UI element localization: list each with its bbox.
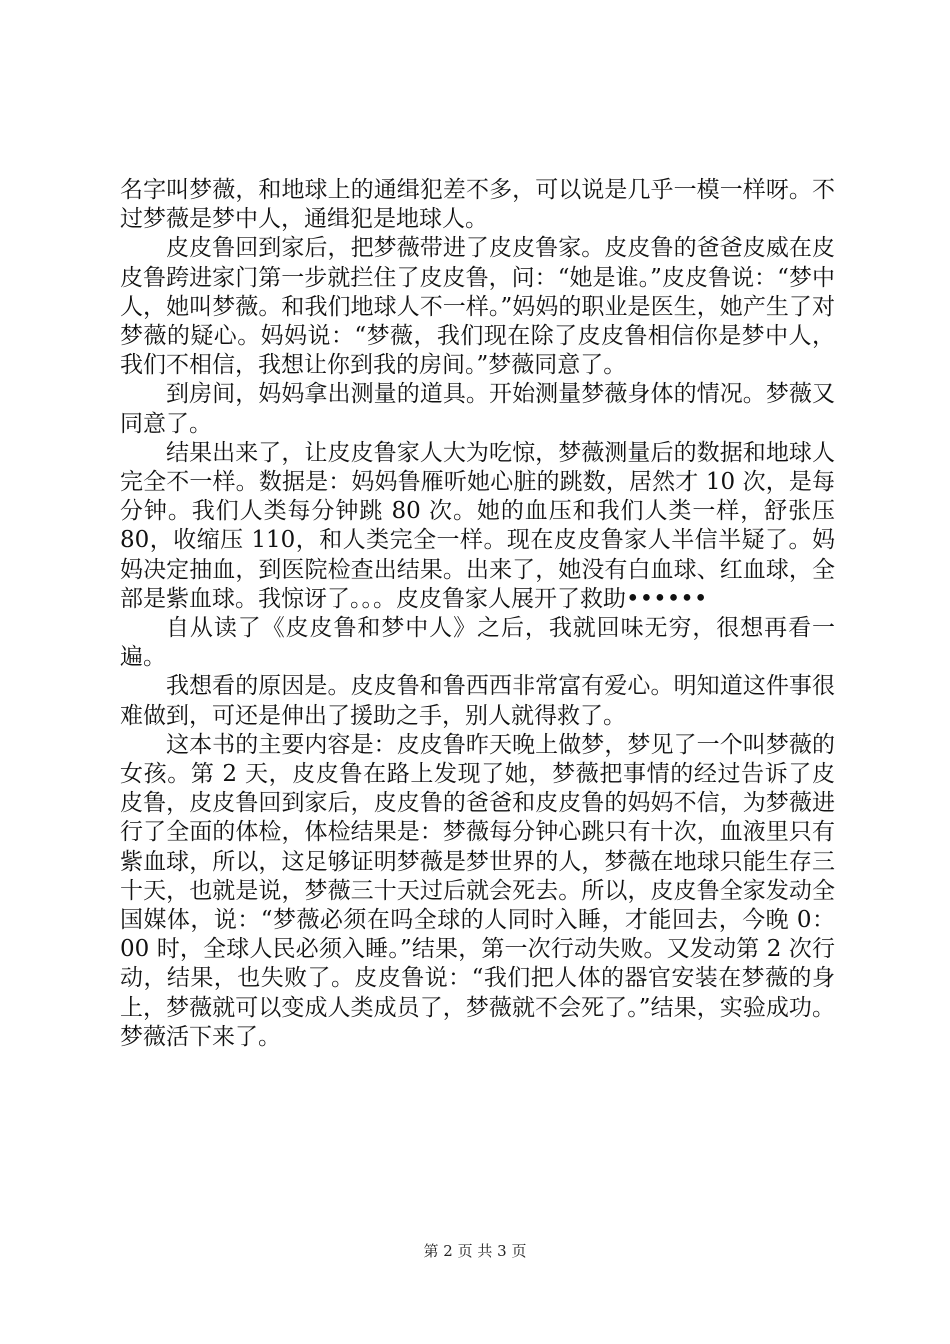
paragraph-6: 我想看的原因是。皮皮鲁和鲁西西非常富有爱心。明知道这件事很难做到，可还是伸出了援助之手，别人就得救了。 (120, 673, 835, 729)
paragraph-7: 这本书的主要内容是：皮皮鲁昨天晚上做梦，梦见了一个叫梦薇的女孩。第 2 天，皮皮鲁在路上发现了她，梦薇把事情的经过告诉了皮皮鲁，皮皮鲁回到家后，皮皮鲁的爸爸和皮皮鲁的妈妈不信，为梦薇进行了全面的体检，体检结果是：梦薇每分钟心跳只有十次，血液里只有紫血球，所以，这足够证明梦薇是梦世界的人，梦薇在地球只能生存三十天，也就是说，梦薇三十天过后就会死去。所以，皮皮鲁全家发动全国媒体，说：“梦薇必须在吗全球的人同时入睡，才能回去，今晚 0：00 时，全球人民必须入睡。”结果，第一次行动失败。又发动第 2 次行动，结果，也失败了。皮皮鲁说：“我们把人体的器官安装在梦薇的身上，梦薇就可以变成人类成员了，梦薇就不会死了。”结果，实验成功。梦薇活下来了。 (120, 731, 835, 1050)
document-body (120, 176, 835, 1052)
paragraph-1: 名字叫梦薇，和地球上的通缉犯差不多，可以说是几乎一模一样呀。不过梦薇是梦中人，通缉犯是地球人。 (120, 177, 835, 233)
paragraph-5: 自从读了《皮皮鲁和梦中人》之后，我就回味无穷，很想再看一遍。 (120, 615, 835, 671)
paragraph-2: 皮皮鲁回到家后，把梦薇带进了皮皮鲁家。皮皮鲁的爸爸皮威在皮皮鲁跨进家门第一步就拦住了皮皮鲁，问：“她是谁。”皮皮鲁说：“梦中人，她叫梦薇。和我们地球人不一样。”妈妈的职业是医生，她产生了对梦薇的疑心。妈妈说：“梦薇，我们现在除了皮皮鲁相信你是梦中人，我们不相信，我想让你到我的房间。”梦薇同意了。 (120, 235, 835, 379)
page-number-footer: 第 2 页 共 3 页 (423, 1242, 527, 1260)
paragraph-3: 到房间，妈妈拿出测量的道具。开始测量梦薇身体的情况。梦薇又同意了。 (120, 381, 835, 437)
paragraph-4: 结果出来了，让皮皮鲁家人大为吃惊，梦薇测量后的数据和地球人完全不一样。数据是：妈妈鲁雁听她心脏的跳数，居然才 10 次，是每分钟。我们人类每分钟跳 80 次。她的血压和我们人类一样，舒张压 80，收缩压 110，和人类完全一样。现在皮皮鲁家人半信半疑了。妈妈决定抽血，到医院检查出结果。出来了，她没有白血球、红血球，全部是紫血球。我惊讶了。。。皮皮鲁家人展开了救助•••••• (120, 439, 835, 612)
